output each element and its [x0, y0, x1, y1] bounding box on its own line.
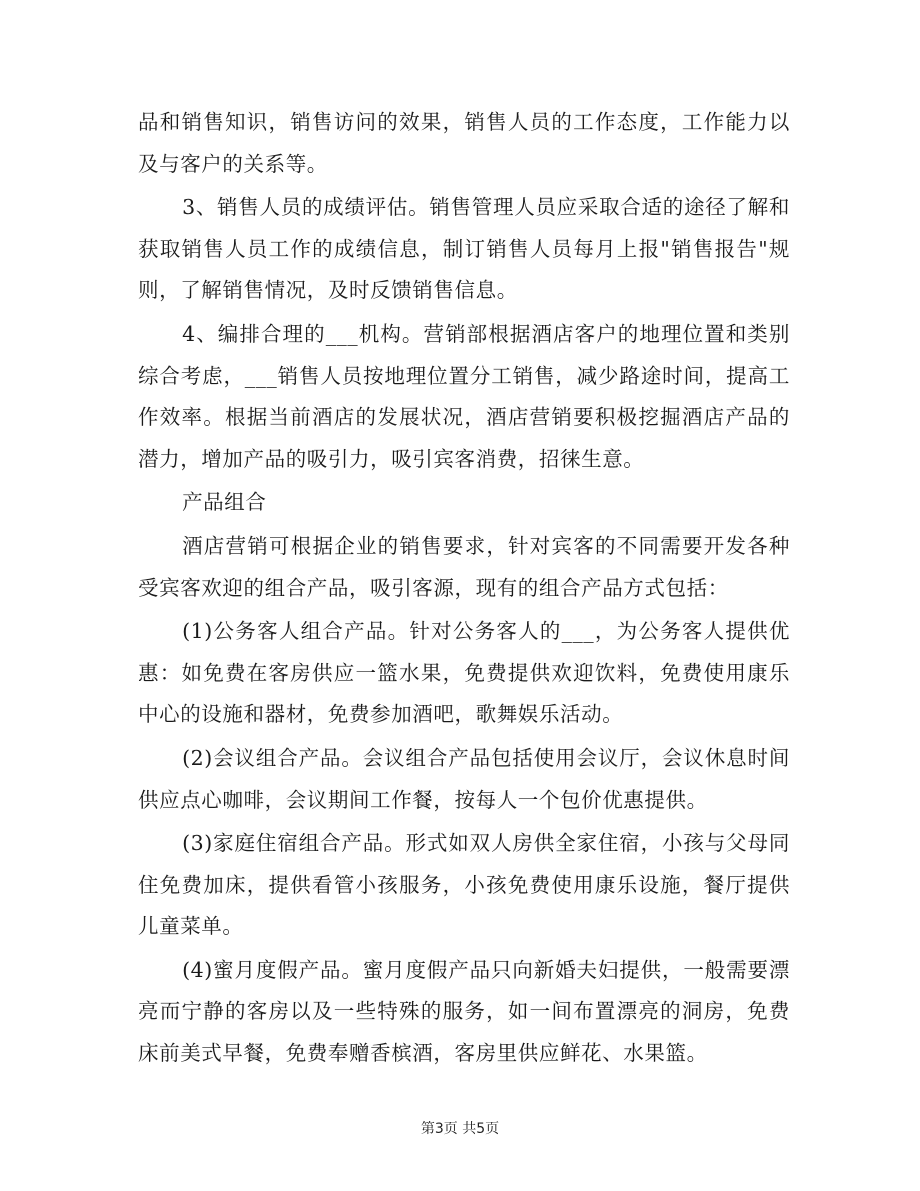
section-heading-product-combination: 产品组合	[182, 490, 267, 515]
paragraph-continuation: 品和销售知识，销售访问的效果，销售人员的工作态度，工作能力以及与客户的关系等。	[138, 110, 790, 176]
paragraph-sales-organization: 4、编排合理的___机构。营销部根据酒店客户的地理位置和类别综合考虑，___销售人员按地理位置分工销售，减少路途时间，提高工作效率。根据当前酒店的发展状况，酒店营销要积极挖掘酒店产品的潜力，增加产品的吸引力，吸引宾客消费，招徕生意。	[138, 321, 790, 471]
document-body	[138, 102, 790, 1075]
paragraph-product-combination-intro: 酒店营销可根据企业的销售要求，针对宾客的不同需要开发各种受宾客欢迎的组合产品，吸引客源，现有的组合产品方式包括：	[138, 533, 790, 600]
paragraph-family-package: (3)家庭住宿组合产品。形式如双人房供全家住宿，小孩与父母同住免费加床，提供看管小孩服务，小孩免费使用康乐设施，餐厅提供儿童菜单。	[138, 831, 790, 939]
paragraph-sales-evaluation: 3、销售人员的成绩评估。销售管理人员应采取合适的途径了解和获取销售人员工作的成绩信息，制订销售人员每月上报"销售报告"规则，了解销售情况，及时反馈销售信息。	[138, 195, 790, 303]
paragraph-conference-package: (2)会议组合产品。会议组合产品包括使用会议厅，会议休息时间供应点心咖啡，会议期间工作餐，按每人一个包价优惠提供。	[138, 745, 790, 812]
paragraph-honeymoon-package: (4)蜜月度假产品。蜜月度假产品只向新婚夫妇提供，一般需要漂亮而宁静的客房以及一些特殊的服务，如一间布置漂亮的洞房，免费床前美式早餐，免费奉赠香槟酒，客房里供应鲜花、水果篮。	[138, 957, 790, 1066]
paragraph-business-guest-package: (1)公务客人组合产品。针对公务客人的___，为公务客人提供优惠：如免费在客房供应一篮水果，免费提供欢迎饮料，免费使用康乐中心的设施和器材，免费参加酒吧，歌舞娱乐活动。	[138, 619, 790, 727]
page-number-footer: 第3页 共5页	[420, 1121, 500, 1137]
